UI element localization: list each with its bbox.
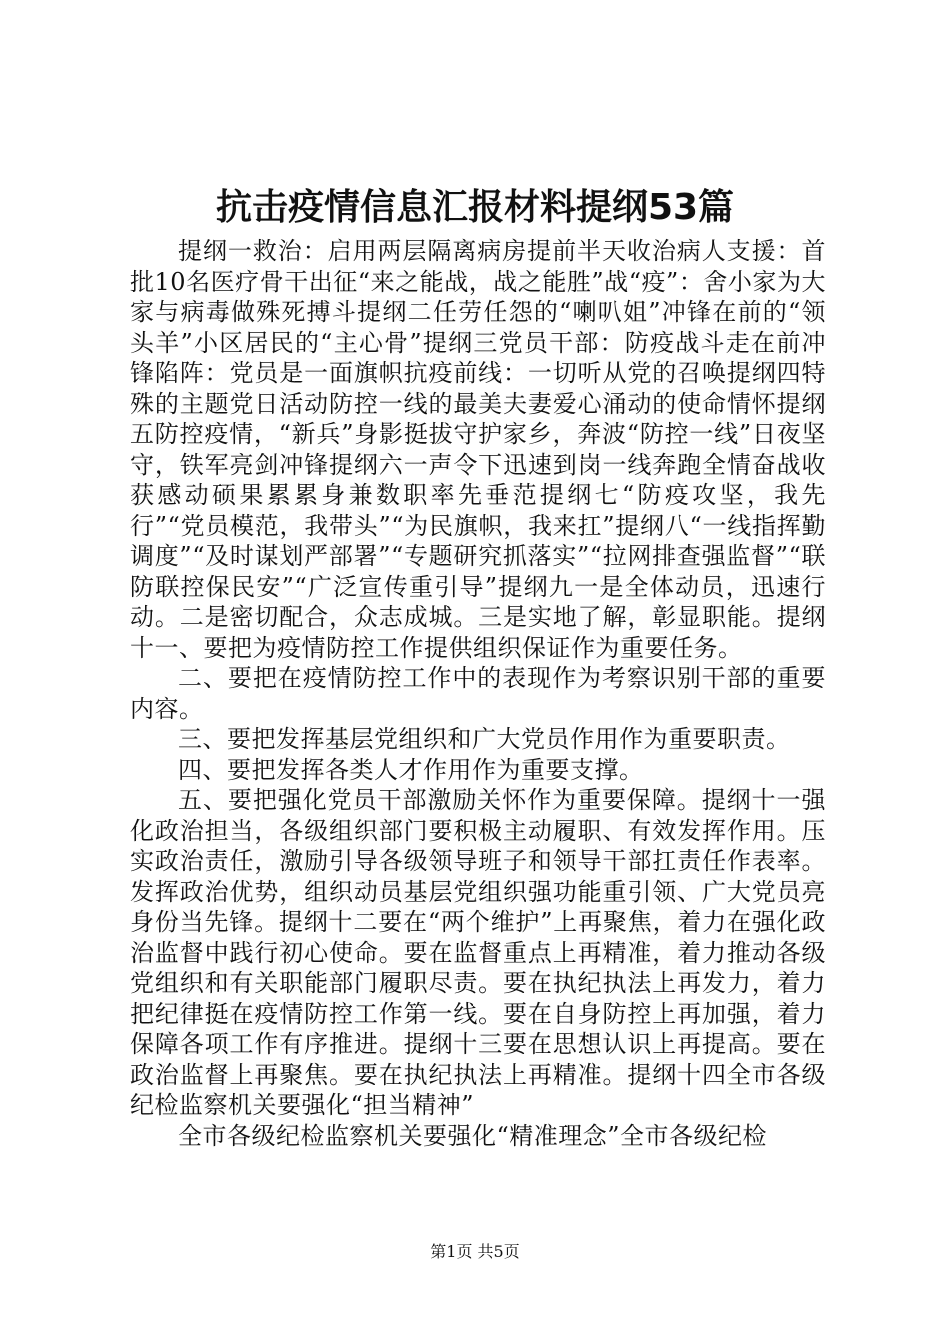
document-body	[130, 236, 826, 1151]
page-footer: 第1页 共5页	[430, 1242, 520, 1261]
body-paragraph-1: 提纲一救治：启用两层隔离病房提前半天收治病人支援：首批10名医疗骨干出征“来之能战，战之能胜”战“疫”：舍小家为大家与病毒做殊死搏斗提纲二任劳任怨的“喇叭姐”冲锋在前的“领头羊”小区居民的“主心骨”提纲三党员干部：防疫战斗走在前冲锋陷阵：党员是一面旗帜抗疫前线：一切听从党的召唤提纲四特殊的主题党日活动防控一线的最美夫妻爱心涌动的使命情怀提纲五防控疫情，“新兵”身影挺拔守护家乡，奔波“防控一线”日夜坚守，铁军亮剑冲锋提纲六一声令下迅速到岗一线奔跑全情奋战收获感动硕果累累身兼数职率先垂范提纲七“防疫攻坚，我先行”“党员模范，我带头”“为民旗帜，我来扛”提纲八“一线指挥勤调度”“及时谋划严部署”“专题研究抓落实”“拉网排查强监督”“联防联控保民安”“广泛宣传重引导”提纲九一是全体动员，迅速行动。二是密切配合，众志成城。三是实地了解，彰显职能。提纲十一、要把为疫情防控工作提供组织保证作为重要任务。	[130, 237, 826, 662]
body-paragraph-2: 二、要把在疫情防控工作中的表现作为考察识别干部的重要内容。	[130, 664, 826, 723]
body-paragraph-3: 三、要把发挥基层党组织和广大党员作用作为重要职责。	[178, 725, 791, 753]
body-paragraph-5: 五、要把强化党员干部激励关怀作为重要保障。提纲十一强化政治担当，各级组织部门要积极主动履职、有效发挥作用。压实政治责任，激励引导各级领导班子和领导干部扛责任作表率。发挥政治优势，组织动员基层党组织强功能重引领、广大党员亮身份当先锋。提纲十二要在“两个维护”上再聚焦，着力在强化政治监督中践行初心使命。要在监督重点上再精准，着力推动各级党组织和有关职能部门履职尽责。要在执纪执法上再发力，着力把纪律挺在疫情防控工作第一线。要在自身防控上再加强，着力保障各项工作有序推进。提纲十三要在思想认识上再提高。要在政治监督上再聚焦。要在执纪执法上再精准。提纲十四全市各级纪检监察机关要强化“担当精神”	[130, 786, 826, 1119]
body-paragraph-6: 全市各级纪检监察机关要强化“精准理念”全市各级纪检	[178, 1121, 768, 1150]
body-paragraph-4: 四、要把发挥各类人才作用作为重要支撑。	[178, 755, 644, 784]
page-title: 抗击疫情信息汇报材料提纲53篇	[215, 187, 735, 228]
